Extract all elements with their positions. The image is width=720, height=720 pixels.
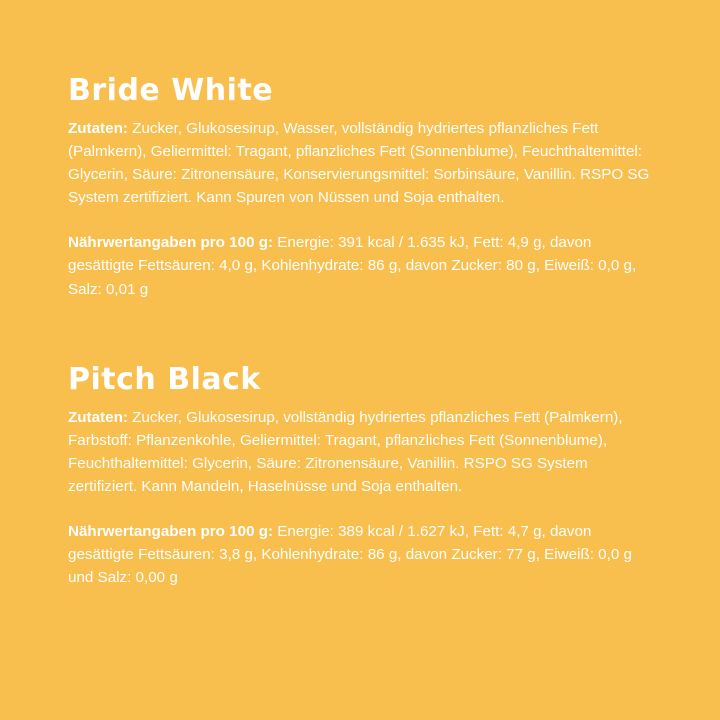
ingredients-paragraph — [68, 406, 652, 498]
ingredients-text: Zucker, Glukosesirup, Wasser, vollständig hydriertes pflanzliches Fett (Palmkern), Geliermittel: Tragant, pflanzliches Fett (Sonnenblume), Feuchthaltemittel: Glycerin, Säure: Zitronensäure, Konservierungsmittel: Sorbinsäure, Vanillin. RSPO SG System zertifiziert. Kann Spuren von Nüssen und Soja enthalten. — [68, 120, 650, 207]
product-section-bride-white — [68, 74, 652, 301]
product-title: Bride White — [68, 73, 274, 108]
product-section-pitch-black — [68, 363, 652, 590]
ingredients-label: Zutaten: — [68, 120, 128, 137]
ingredients-paragraph — [68, 117, 652, 209]
nutrition-paragraph — [68, 231, 652, 300]
ingredients-label: Zutaten: — [68, 408, 128, 426]
nutrition-text: Energie: 389 kcal / 1.627 kJ, Fett: 4,7 g, davon gesättigte Fettsäuren: 3,8 g, Kohlenhydrate: 86 g, davon Zucker: 77 g, Eiweiß: 0,0 g und Salz: 0,00 g — [68, 523, 632, 587]
product-title: Pitch Black — [68, 361, 261, 397]
nutrition-paragraph — [68, 520, 652, 589]
ingredients-text: Zucker, Glukosesirup, vollständig hydriertes pflanzliches Fett (Palmkern), Farbstoff: Pflanzenkohle, Geliermittel: Tragant, pflanzliches Fett (Sonnenblume), Feuchthaltemittel: Glycerin, Säure: Zitronensäure, Vanillin. RSPO SG System zertifiziert. Kann Mandeln, Haselnüsse und Soja enthalten. — [68, 408, 623, 495]
nutrition-label: Nährwertangaben pro 100 g: — [68, 234, 274, 252]
nutrition-label: Nährwertangaben pro 100 g: — [68, 523, 274, 541]
nutrition-text: Energie: 391 kcal / 1.635 kJ, Fett: 4,9 g, davon gesättigte Fettsäuren: 4,0 g, Kohlenhydrate: 86 g, davon Zucker: 80 g, Eiweiß: 0,0 g, Salz: 0,01 g — [68, 234, 637, 298]
